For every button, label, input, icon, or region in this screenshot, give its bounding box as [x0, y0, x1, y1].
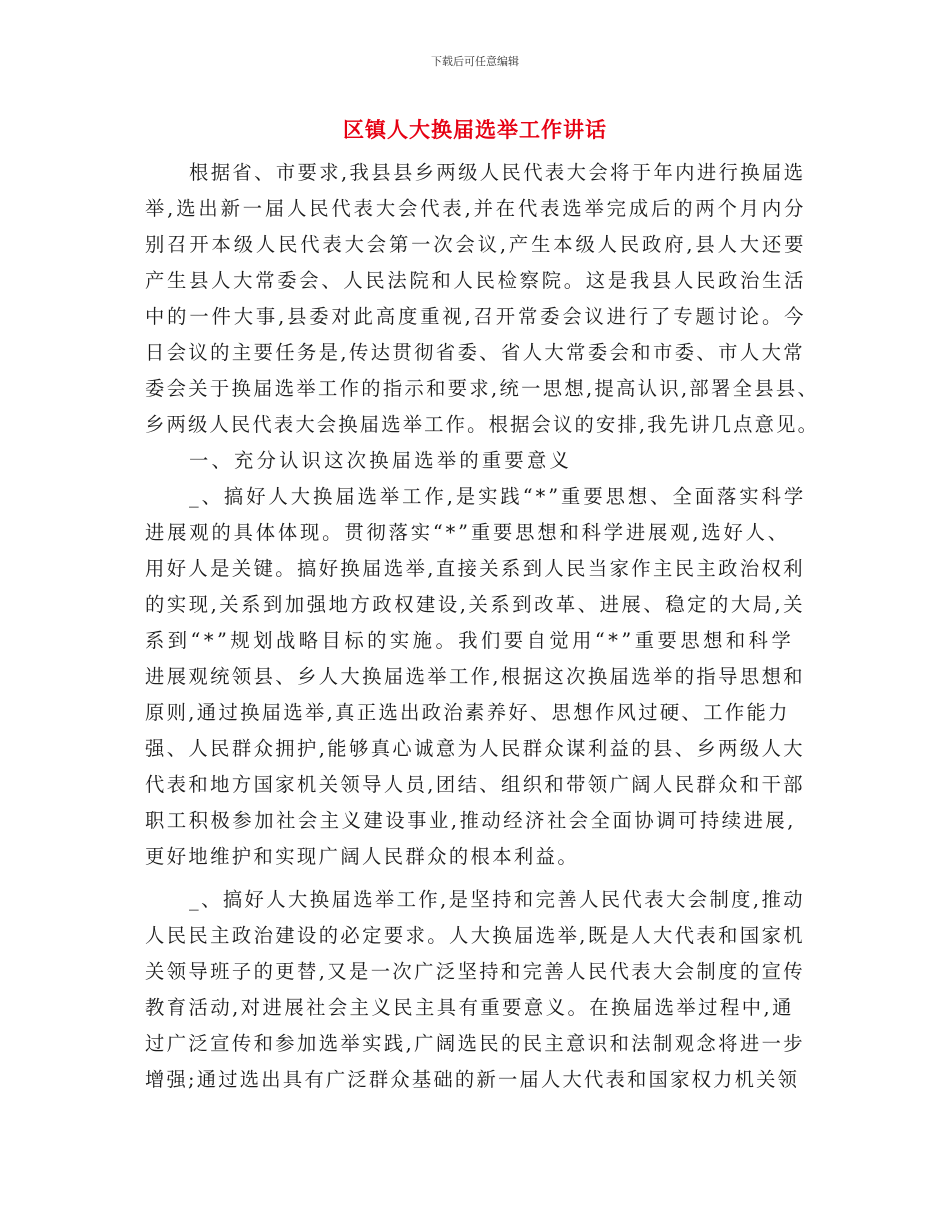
body-line: 代表和地方国家机关领导人员,团结、组织和带领广阔人民群众和干部 [145, 773, 805, 796]
body-line: 原则,通过换届选举,真正选出政治素养好、思想作风过硬、工作能力 [145, 701, 790, 724]
body-line: 强、人民群众拥护,能够真心诚意为人民群众谋利益的县、乡两级人大 [145, 737, 805, 760]
body-line: 人民民主政治建设的必定要求。人大换届选举,既是人大代表和国家机 [145, 924, 805, 947]
body-line: 乡两级人民代表大会换届选举工作。根据会议的安排,我先讲几点意见。 [145, 413, 820, 436]
body-line: 委会关于换届选举工作的指示和要求,统一思想,提高认识,部署全县县、 [145, 377, 820, 400]
body-line: 日会议的主要任务是,传达贯彻省委、省人大常委会和市委、市人大常 [145, 341, 805, 364]
section-heading: 一、充分认识这次换届选举的重要意义 [189, 449, 573, 472]
body-line: 举,选出新一届人民代表大会代表,并在代表选举完成后的两个月内分 [145, 197, 807, 220]
body-line: 别召开本级人民代表大会第一次会议,产生本级人民政府,县人大还要 [145, 233, 807, 256]
body-line: 产生县人大常委会、人民法院和人民检察院。这是我县人民政治生活 [145, 269, 807, 292]
body-line: 的实现,关系到加强地方政权建设,关系到改革、进展、稳定的大局,关 [145, 593, 806, 616]
body-line: 根据省、市要求,我县县乡两级人民代表大会将于年内进行换届选 [189, 161, 806, 184]
body-line: 增强;通过选出具有广泛群众基础的新一届人大代表和国家权力机关领 [145, 1068, 800, 1091]
body-line: 过广泛宣传和参加选举实践,广阔选民的民主意识和法制观念将进一步 [145, 1032, 805, 1055]
body-line: _、搞好人大换届选举工作,是坚持和完善人民代表大会制度,推动 [189, 888, 805, 911]
body-line: 职工积极参加社会主义建设事业,推动经济社会全面协调可持续进展, [145, 809, 796, 832]
body-line: 教育活动,对进展社会主义民主具有重要意义。在换届选举过程中,通 [145, 996, 794, 1019]
document-title: 区镇人大换届选举工作讲话 [343, 117, 607, 142]
body-line: 进展观统领县、乡人大换届选举工作,根据这次换届选举的指导思想和 [145, 665, 805, 688]
body-line: 中的一件大事,县委对此高度重视,召开常委会议进行了专题讨论。今 [145, 305, 807, 328]
body-line: 关领导班子的更替,又是一次广泛坚持和完善人民代表大会制度的宣传 [145, 960, 805, 983]
body-line: 更好地维护和实现广阔人民群众的根本利益。 [145, 845, 580, 868]
body-line: 系到“*”规划战略目标的实施。我们要自觉用“*”重要思想和科学 [145, 629, 795, 652]
body-line: 用好人是关键。搞好换届选举,直接关系到人民当家作主民主政治权利 [145, 557, 805, 580]
body-line: 进展观的具体体现。贯彻落实“*”重要思想和科学进展观,选好人、 [145, 521, 790, 544]
body-line: _、搞好人大换届选举工作,是实践“*”重要思想、全面落实科学 [189, 485, 807, 508]
header-note: 下载后可任意编辑 [431, 55, 519, 68]
